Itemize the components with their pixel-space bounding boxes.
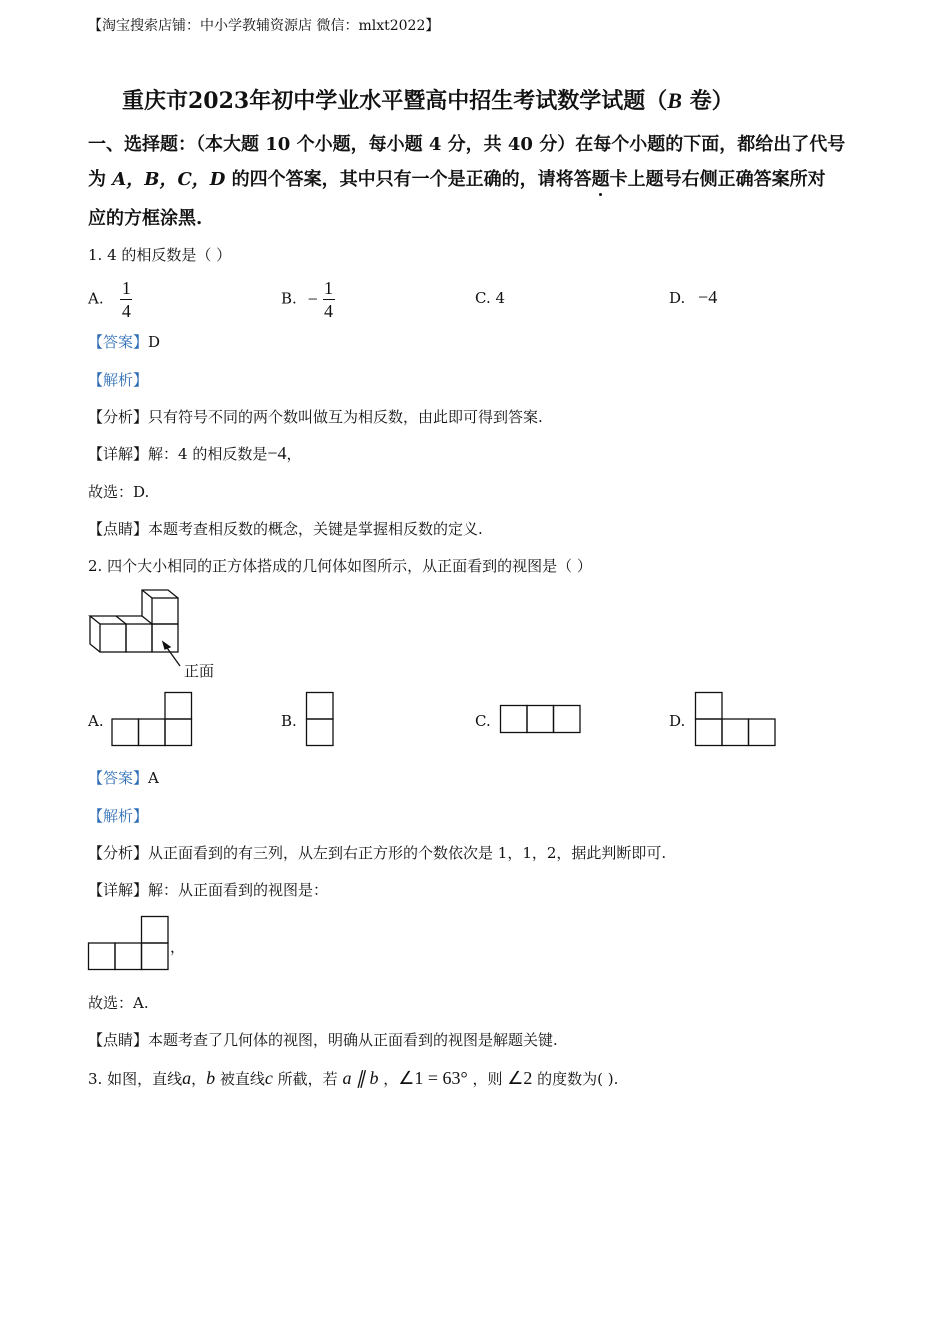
q1-option-b-num: 1 [324, 278, 334, 298]
header-note: 【淘宝搜索店铺：中小学教辅资源店 微信：mlxt2022】 [88, 18, 440, 34]
q2-option-c-figure [500, 705, 582, 735]
q3-sep: ， [191, 1070, 207, 1088]
q3-pre: 3. 如图，直线 [88, 1070, 183, 1088]
section1-line1: 一、选择题：（本大题 10 个小题，每小题 4 分，共 40 分）在每个小题的下面，都给出了代号 [88, 134, 846, 155]
q3-stem [88, 1068, 618, 1089]
optC-square-1 [501, 706, 528, 733]
q2-option-d-figure [695, 692, 777, 748]
front-arrow-head [163, 642, 170, 649]
q2-answer-tag: 【答案】 [88, 769, 149, 787]
q1-option-d-value: −4 [698, 287, 718, 307]
title-tail: 卷） [681, 88, 734, 114]
optC-square-3 [554, 706, 581, 733]
q1-dianjing-text: 本题考查相反数的概念，关键是掌握相反数的定义. [148, 520, 483, 538]
section1-line3: 应的方框涂黑. [88, 208, 203, 229]
q2-option-a-label: A. [88, 712, 104, 730]
optB-square-2 [307, 719, 334, 746]
q2-xiangjie [88, 879, 328, 900]
page-title [122, 84, 734, 115]
q2-solution-comma: ， [170, 938, 186, 956]
optD-square-top [696, 693, 723, 720]
q1-option-a [88, 278, 132, 321]
q1-fenxi-text: 只有符号不同的两个数叫做互为相反数，由此即可得到答案. [148, 408, 543, 426]
sol-square-3 [142, 943, 169, 970]
section1-codes: A，B，C，D [112, 169, 226, 190]
q2-option-d-label: D. [669, 712, 686, 730]
optA-square-3 [165, 719, 192, 746]
q3-var-c: c [264, 1068, 273, 1088]
q2-option-b-label: B. [281, 712, 297, 730]
q2-answer [88, 767, 159, 788]
q2-dianjing-tag: 【点睛】 [88, 1031, 149, 1049]
solid-top-edge [90, 616, 142, 624]
q3-mid4: ，则 [467, 1070, 508, 1088]
q1-option-a-fraction [120, 278, 132, 321]
q2-solution-figure [88, 916, 170, 972]
q2-fenxi-tag: 【分析】 [88, 844, 149, 862]
q1-xiangjie-text: 解：4 的相反数是 [148, 445, 268, 463]
q2-fenxi [88, 842, 666, 863]
q2-option-c-label: C. [475, 712, 491, 730]
q1-answer-tag: 【答案】 [88, 333, 149, 351]
title-variant: B [667, 88, 682, 113]
optD-square-3 [749, 719, 776, 746]
q1-answer [88, 331, 160, 352]
q3-angle2: ∠2 [507, 1068, 533, 1088]
q1-dianjing-tag: 【点睛】 [88, 520, 149, 538]
section1-line2-post: 上题号右侧正确答案所对 [627, 169, 826, 190]
q1-choose: 故选：D. [88, 483, 150, 501]
q2-xiangjie-text: 解：从正面看到的视图是： [148, 881, 329, 899]
solid-front-4 [152, 598, 178, 624]
optA-square-1 [112, 719, 139, 746]
q3-mid2: 所截，若 [272, 1070, 343, 1088]
optA-square-2 [139, 719, 166, 746]
q1-option-b-fraction [323, 278, 335, 321]
q1-option-c: C. 4 [475, 289, 506, 307]
solid-front-1 [100, 624, 126, 652]
optD-square-1 [696, 719, 723, 746]
q1-analysis-tag: 【解析】 [88, 371, 149, 389]
q3-angle1: ∠1 = 63° [398, 1068, 468, 1088]
q1-option-a-den: 4 [121, 301, 131, 321]
section1-dotted-word: 答题卡 [573, 169, 628, 190]
q2-dianjing-text: 本题考查了几何体的视图，明确从正面看到的视图是解题关键. [148, 1031, 558, 1049]
solid-top-div-1 [116, 616, 126, 624]
q1-answer-value: D [148, 333, 161, 351]
sol-square-1 [89, 943, 116, 970]
q1-option-d [669, 287, 717, 308]
q2-analysis-tag: 【解析】 [88, 807, 149, 825]
solid-left-side [90, 616, 100, 652]
solid-front-2 [126, 624, 152, 652]
q1-option-b [281, 278, 335, 321]
optB-square-1 [307, 693, 334, 720]
solid-tall-top-edge [142, 590, 152, 598]
q1-dianjing [88, 518, 483, 539]
q2-front-label: 正面 [184, 662, 215, 680]
solid-top-div-2 [142, 616, 152, 624]
q1-option-b-sign: − [307, 289, 318, 309]
q1-xiangjie-end: ， [286, 445, 302, 463]
q1-option-a-num: 1 [121, 278, 131, 298]
optC-square-2 [527, 706, 554, 733]
q1-stem: 1. 4 的相反数是（ ） [88, 246, 232, 264]
q2-solid-figure [86, 588, 206, 668]
q3-var-b: b [206, 1068, 216, 1088]
q3-var-a: a [182, 1068, 192, 1088]
sol-square-2 [115, 943, 142, 970]
q3-mid3: ， [378, 1070, 399, 1088]
q1-fenxi-tag: 【分析】 [88, 408, 149, 426]
optA-square-4 [165, 693, 192, 720]
optD-square-2 [722, 719, 749, 746]
q2-fenxi-text: 从正面看到的有三列，从左到右正方形的个数依次是 1，1，2，据此判断即可. [148, 844, 667, 862]
q1-option-b-label: B. [281, 289, 297, 308]
section1-line2-mid: 的四个答案，其中只有一个是正确的，请将 [225, 169, 574, 190]
q2-option-a-figure [112, 692, 194, 748]
q1-xiangjie [88, 443, 302, 464]
section1-line2-pre: 为 [88, 169, 113, 190]
q2-option-b-figure [306, 692, 336, 748]
q2-choose: 故选：A. [88, 994, 149, 1012]
q2-stem: 2. 四个大小相同的正方体搭成的几何体如图所示，从正面看到的视图是（ ） [88, 557, 592, 575]
q2-dianjing [88, 1029, 558, 1050]
q3-parallel: a ∥ b [342, 1068, 379, 1088]
section1-line2 [88, 165, 826, 191]
q1-xiangjie-tag: 【详解】 [88, 445, 149, 463]
q2-answer-value: A [148, 769, 159, 787]
q1-option-a-label: A. [88, 289, 104, 308]
title-main: 重庆市2023年初中学业水平暨高中招生考试数学试题（ [122, 88, 668, 114]
q3-mid1: 被直线 [215, 1070, 265, 1088]
q1-xiangjie-value: −4 [267, 443, 287, 463]
q1-option-b-den: 4 [324, 301, 334, 321]
q3-post: 的度数为( ). [532, 1070, 619, 1088]
sol-square-4 [142, 917, 169, 944]
q1-fenxi [88, 406, 543, 427]
q2-xiangjie-tag: 【详解】 [88, 881, 149, 899]
q1-option-d-label: D. [669, 289, 686, 307]
